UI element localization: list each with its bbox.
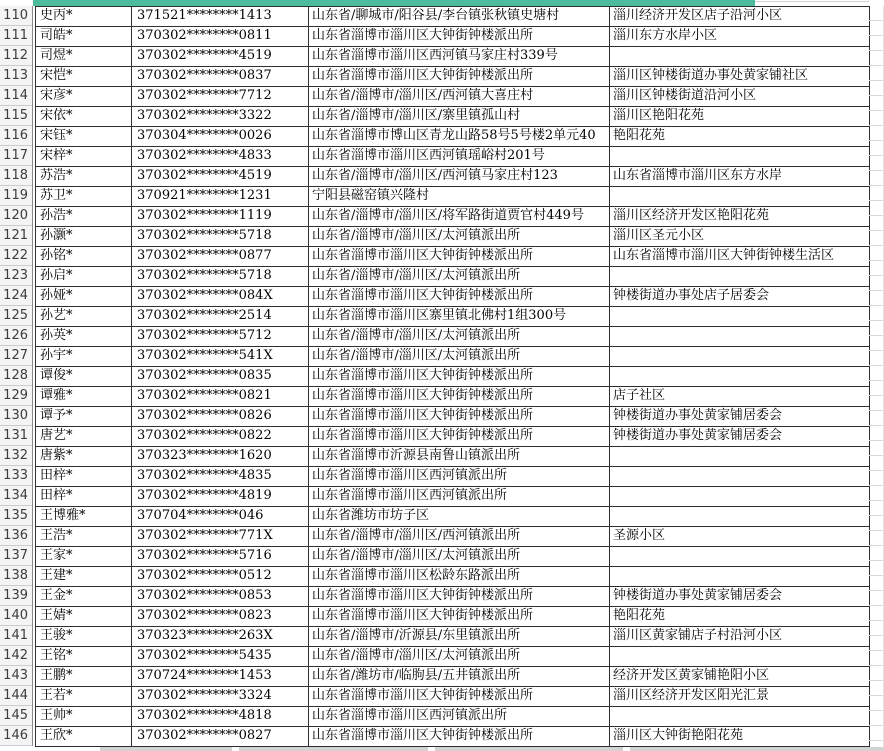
cell-community[interactable]: 淄川区艳阳花苑: [610, 107, 870, 126]
cell-id[interactable]: 370302********4519: [132, 167, 309, 186]
table-row: [36, 667, 870, 687]
cell-id[interactable]: 370302********5435: [132, 647, 309, 666]
cell-name[interactable]: 王铭*: [36, 647, 132, 666]
cell-address[interactable]: 山东省淄博市淄川区大钟街钟楼派出所: [309, 367, 610, 386]
row-number[interactable]: 142: [0, 646, 32, 666]
table-row: [36, 367, 870, 387]
cell-name[interactable]: 唐紫*: [36, 447, 132, 466]
row-number[interactable]: 127: [0, 346, 32, 366]
row-number[interactable]: 118: [0, 166, 32, 186]
cell-name[interactable]: 孙灏*: [36, 227, 132, 246]
table-row: [36, 707, 870, 727]
cell-community[interactable]: 经济开发区黄家铺艳阳小区: [610, 667, 870, 686]
cell-name[interactable]: 王金*: [36, 587, 132, 606]
cell-name[interactable]: 王浩*: [36, 527, 132, 546]
partial-cell: [239, 747, 428, 751]
row-number[interactable]: 143: [0, 666, 32, 686]
cell-community[interactable]: 淄川区黄家铺店子村沿河小区: [610, 627, 870, 646]
cell-address[interactable]: 山东省淄博市淄川区大钟街钟楼派出所: [309, 287, 610, 306]
table-row: [36, 507, 870, 527]
cell-address[interactable]: 山东省/淄博市/淄川区/太河镇派出所: [309, 347, 610, 366]
cell-address[interactable]: 山东省/淄博市/淄川区/将军路街道贾官村449号: [309, 207, 610, 226]
cell-name[interactable]: 宋彦*: [36, 87, 132, 106]
cell-community[interactable]: 店子社区: [610, 387, 870, 406]
table-row: [36, 427, 870, 447]
cell-id[interactable]: 370302********3324: [132, 687, 309, 706]
table-row: [36, 87, 870, 107]
row-number[interactable]: 110: [0, 6, 32, 26]
cell-name[interactable]: 孙宇*: [36, 347, 132, 366]
row-number[interactable]: 117: [0, 146, 32, 166]
cell-community[interactable]: [610, 647, 870, 666]
row-number[interactable]: 141: [0, 626, 32, 646]
cell-community[interactable]: 钟楼街道办事处黄家铺居委会: [610, 427, 870, 446]
row-number[interactable]: 137: [0, 546, 32, 566]
cell-community[interactable]: 山东省淄博市淄川区东方水岸: [610, 167, 870, 186]
partial-cell: [100, 747, 232, 751]
cell-name[interactable]: 王骏*: [36, 627, 132, 646]
table-row: [36, 567, 870, 587]
row-number[interactable]: 146: [0, 726, 32, 746]
cell-community[interactable]: 钟楼街道办事处店子居委会: [610, 287, 870, 306]
cell-community[interactable]: 淄川区圣元小区: [610, 227, 870, 246]
cell-address[interactable]: 山东省淄博市淄川区西河镇派出所: [309, 707, 610, 726]
cell-id[interactable]: 370302********1119: [132, 207, 309, 226]
table-row: [36, 187, 870, 207]
cell-community[interactable]: 淄川区大钟街艳阳花苑: [610, 727, 870, 746]
cell-community[interactable]: 淄川区钟楼街道办事处黄家铺社区: [610, 67, 870, 86]
table-row: [36, 127, 870, 147]
cell-community[interactable]: [610, 327, 870, 346]
cell-community[interactable]: [610, 147, 870, 166]
cell-name[interactable]: 孙艺*: [36, 307, 132, 326]
cell-address[interactable]: 山东省淄博市沂源县南鲁山镇派出所: [309, 447, 610, 466]
cell-name[interactable]: 司皓*: [36, 27, 132, 46]
table-row: [36, 47, 870, 67]
cell-address[interactable]: 山东省淄博市淄川区西河镇马家庄村339号: [309, 47, 610, 66]
cell-community[interactable]: [610, 187, 870, 206]
cell-name[interactable]: 田梓*: [36, 487, 132, 506]
table-row: [36, 147, 870, 167]
row-number-gutter: [0, 6, 33, 746]
table-row: [36, 67, 870, 87]
table-row: [36, 467, 870, 487]
cell-name[interactable]: 孙英*: [36, 327, 132, 346]
cell-address[interactable]: 山东省淄博市淄川区松龄东路派出所: [309, 567, 610, 586]
cell-community[interactable]: [610, 367, 870, 386]
cell-id[interactable]: 371521********1413: [132, 7, 309, 26]
cell-id[interactable]: 370302********4833: [132, 147, 309, 166]
cell-address[interactable]: 山东省淄博市淄川区大钟街钟楼派出所: [309, 427, 610, 446]
cell-name[interactable]: 谭俊*: [36, 367, 132, 386]
cell-community[interactable]: 淄川经济开发区店子沿河小区: [610, 7, 870, 26]
cell-id[interactable]: 370302********0877: [132, 247, 309, 266]
table-row: [36, 487, 870, 507]
cell-address[interactable]: 山东省淄博市博山区青龙山路58号5号楼2单元40: [309, 127, 610, 146]
row-number[interactable]: 121: [0, 226, 32, 246]
cell-community[interactable]: 艳阳花苑: [610, 607, 870, 626]
cell-address[interactable]: 山东省淄博市淄川区西河镇瑶峪村201号: [309, 147, 610, 166]
row-number[interactable]: 140: [0, 606, 32, 626]
sheet-gridline: [755, 1, 869, 2]
row-number[interactable]: 135: [0, 506, 32, 526]
table-row: [36, 447, 870, 467]
cell-community[interactable]: [610, 347, 870, 366]
table-row: [36, 407, 870, 427]
cell-name[interactable]: 王欣*: [36, 727, 132, 746]
cell-community[interactable]: 淄川区经济开发区阳光汇景: [610, 687, 870, 706]
row-number[interactable]: 124: [0, 286, 32, 306]
cell-community[interactable]: [610, 487, 870, 506]
row-number[interactable]: 131: [0, 426, 32, 446]
row-number[interactable]: 112: [0, 46, 32, 66]
cell-id[interactable]: 370302********4835: [132, 467, 309, 486]
cell-address[interactable]: 山东省淄博市淄川区大钟街钟楼派出所: [309, 687, 610, 706]
cell-name[interactable]: 宋恺*: [36, 67, 132, 86]
row-number[interactable]: 123: [0, 266, 32, 286]
cell-address[interactable]: 宁阳县磁窑镇兴隆村: [309, 187, 610, 206]
row-number[interactable]: 120: [0, 206, 32, 226]
cell-address[interactable]: 山东省/淄博市/淄川区/太河镇派出所: [309, 227, 610, 246]
cell-id[interactable]: 370302********0822: [132, 427, 309, 446]
cell-address[interactable]: 山东省淄博市淄川区大钟街钟楼派出所: [309, 407, 610, 426]
table-row: [36, 7, 870, 27]
cell-id[interactable]: 370302********771X: [132, 527, 309, 546]
table-row: [36, 327, 870, 347]
cell-community[interactable]: [610, 467, 870, 486]
row-number[interactable]: 116: [0, 126, 32, 146]
cell-id[interactable]: 370302********0853: [132, 587, 309, 606]
row-number[interactable]: 132: [0, 446, 32, 466]
cell-name[interactable]: 苏卫*: [36, 187, 132, 206]
cell-id[interactable]: 370302********0821: [132, 387, 309, 406]
cell-name[interactable]: 司煜*: [36, 47, 132, 66]
table-row: [36, 587, 870, 607]
table-row: [36, 247, 870, 267]
partial-cell: [435, 747, 623, 751]
cell-id[interactable]: 370302********0811: [132, 27, 309, 46]
cell-name[interactable]: 王婧*: [36, 607, 132, 626]
data-table: [35, 6, 870, 747]
table-row: [36, 227, 870, 247]
cell-id[interactable]: 370302********084X: [132, 287, 309, 306]
cell-community[interactable]: [610, 507, 870, 526]
cell-address[interactable]: 山东省/淄博市/淄川区/太河镇派出所: [309, 267, 610, 286]
cell-id[interactable]: 370704********046: [132, 507, 309, 526]
cell-community[interactable]: 淄川区钟楼街道沿河小区: [610, 87, 870, 106]
cell-address[interactable]: 山东省淄博市淄川区大钟街钟楼派出所: [309, 27, 610, 46]
cell-address[interactable]: 山东省淄博市淄川区大钟街钟楼派出所: [309, 387, 610, 406]
table-row: [36, 727, 870, 747]
cell-id[interactable]: 370323********263X: [132, 627, 309, 646]
cell-id[interactable]: 370302********4519: [132, 47, 309, 66]
cell-community[interactable]: 山东省淄博市淄川区大钟街钟楼生活区: [610, 247, 870, 266]
cell-address[interactable]: 山东省/淄博市/淄川区/太河镇派出所: [309, 327, 610, 346]
table-row: [36, 647, 870, 667]
cell-address[interactable]: 山东省/淄博市/沂源县/东里镇派出所: [309, 627, 610, 646]
cell-address[interactable]: 山东省淄博市淄川区大钟街钟楼派出所: [309, 67, 610, 86]
table-row: [36, 167, 870, 187]
row-number[interactable]: 115: [0, 106, 32, 126]
row-number[interactable]: 130: [0, 406, 32, 426]
cell-address[interactable]: 山东省淄博市淄川区大钟街钟楼派出所: [309, 247, 610, 266]
cell-id[interactable]: 370302********0826: [132, 407, 309, 426]
table-row: [36, 547, 870, 567]
cell-address[interactable]: 山东省/聊城市/阳谷县/李台镇张秋镇史塘村: [309, 7, 610, 26]
cell-address[interactable]: 山东省/淄博市/淄川区/西河镇大喜庄村: [309, 87, 610, 106]
partial-next-row: [0, 747, 884, 751]
cell-id[interactable]: 370302********0835: [132, 367, 309, 386]
cell-id[interactable]: 370302********5718: [132, 267, 309, 286]
cell-community[interactable]: 钟楼街道办事处黄家铺居委会: [610, 587, 870, 606]
cell-id[interactable]: 370302********541X: [132, 347, 309, 366]
cell-id[interactable]: 370302********0827: [132, 727, 309, 746]
table-row: [36, 687, 870, 707]
table-row: [36, 27, 870, 47]
row-number[interactable]: 111: [0, 26, 32, 46]
row-number[interactable]: 129: [0, 386, 32, 406]
row-number[interactable]: 113: [0, 66, 32, 86]
cell-name[interactable]: 孙铭*: [36, 247, 132, 266]
cell-community[interactable]: [610, 267, 870, 286]
cell-address[interactable]: 山东省/淄博市/淄川区/太河镇派出所: [309, 647, 610, 666]
cell-id[interactable]: 370302********0837: [132, 67, 309, 86]
table-row: [36, 527, 870, 547]
cell-name[interactable]: 王家*: [36, 547, 132, 566]
cell-community[interactable]: 淄川区经济开发区艳阳花苑: [610, 207, 870, 226]
cell-community[interactable]: 艳阳花苑: [610, 127, 870, 146]
cell-community[interactable]: 圣源小区: [610, 527, 870, 546]
cell-community[interactable]: [610, 447, 870, 466]
cell-name[interactable]: 田梓*: [36, 467, 132, 486]
cell-id[interactable]: 370302********5718: [132, 227, 309, 246]
table-row: [36, 627, 870, 647]
cell-id[interactable]: 370724********1453: [132, 667, 309, 686]
cell-id[interactable]: 370323********1620: [132, 447, 309, 466]
cell-name[interactable]: 王博雅*: [36, 507, 132, 526]
cell-address[interactable]: 山东省/淄博市/淄川区/西河镇马家庄村123: [309, 167, 610, 186]
cell-id[interactable]: 370302********2514: [132, 307, 309, 326]
cell-name[interactable]: 孙浩*: [36, 207, 132, 226]
cell-address[interactable]: 山东省/淄博市/淄川区/太河镇派出所: [309, 547, 610, 566]
cell-community[interactable]: [610, 307, 870, 326]
row-number[interactable]: 144: [0, 686, 32, 706]
cell-community[interactable]: [610, 547, 870, 566]
cell-name[interactable]: 王鹏*: [36, 667, 132, 686]
cell-id[interactable]: 370302********7712: [132, 87, 309, 106]
cell-id[interactable]: 370302********0512: [132, 567, 309, 586]
cell-address[interactable]: 山东省淄博市淄川区西河镇派出所: [309, 467, 610, 486]
cell-id[interactable]: 370302********3322: [132, 107, 309, 126]
row-number[interactable]: 138: [0, 566, 32, 586]
cell-address[interactable]: 山东省潍坊市坊子区: [309, 507, 610, 526]
cell-name[interactable]: 王建*: [36, 567, 132, 586]
cell-name[interactable]: 宋梓*: [36, 147, 132, 166]
cell-address[interactable]: 山东省淄博市淄川区寨里镇北佛村1组300号: [309, 307, 610, 326]
cell-name[interactable]: 宋依*: [36, 107, 132, 126]
row-number[interactable]: 128: [0, 366, 32, 386]
row-number[interactable]: 139: [0, 586, 32, 606]
cell-name[interactable]: 史丙*: [36, 7, 132, 26]
cell-address[interactable]: 山东省淄博市淄川区大钟街钟楼派出所: [309, 587, 610, 606]
cell-address[interactable]: 山东省淄博市淄川区大钟街钟楼派出所: [309, 607, 610, 626]
cell-community[interactable]: 钟楼街道办事处黄家铺居委会: [610, 407, 870, 426]
cell-community[interactable]: [610, 567, 870, 586]
row-number[interactable]: 114: [0, 86, 32, 106]
cell-id[interactable]: 370304********0026: [132, 127, 309, 146]
row-number[interactable]: 126: [0, 326, 32, 346]
table-row: [36, 347, 870, 367]
cell-name[interactable]: 王若*: [36, 687, 132, 706]
row-number[interactable]: 125: [0, 306, 32, 326]
row-number[interactable]: 134: [0, 486, 32, 506]
cell-name[interactable]: 谭雅*: [36, 387, 132, 406]
cell-name[interactable]: 王帅*: [36, 707, 132, 726]
cell-community[interactable]: 淄川东方水岸小区: [610, 27, 870, 46]
table-row: [36, 207, 870, 227]
cell-id[interactable]: 370302********4818: [132, 707, 309, 726]
cell-address[interactable]: 山东省淄博市淄川区西河镇派出所: [309, 487, 610, 506]
cell-name[interactable]: 孙娅*: [36, 287, 132, 306]
cell-id[interactable]: 370302********5712: [132, 327, 309, 346]
row-number[interactable]: 122: [0, 246, 32, 266]
cell-name[interactable]: 唐艺*: [36, 427, 132, 446]
table-row: [36, 607, 870, 627]
row-number[interactable]: 145: [0, 706, 32, 726]
cell-name[interactable]: 苏浩*: [36, 167, 132, 186]
row-number[interactable]: 133: [0, 466, 32, 486]
row-number[interactable]: 119: [0, 186, 32, 206]
table-row: [36, 267, 870, 287]
row-number[interactable]: 136: [0, 526, 32, 546]
cell-name[interactable]: 孙启*: [36, 267, 132, 286]
empty-sheet-cells[interactable]: [869, 6, 884, 751]
cell-id[interactable]: 370921********1231: [132, 187, 309, 206]
cell-address[interactable]: 山东省/潍坊市/临朐县/五井镇派出所: [309, 667, 610, 686]
table-row: [36, 307, 870, 327]
table-row: [36, 387, 870, 407]
table-row: [36, 287, 870, 307]
cell-id[interactable]: 370302********4819: [132, 487, 309, 506]
cell-name[interactable]: 谭予*: [36, 407, 132, 426]
cell-address[interactable]: 山东省/淄博市/淄川区/寨里镇孤山村: [309, 107, 610, 126]
partial-cell: [630, 747, 884, 751]
table-row: [36, 107, 870, 127]
cell-address[interactable]: 山东省淄博市淄川区大钟街钟楼派出所: [309, 727, 610, 746]
cell-community[interactable]: [610, 47, 870, 66]
cell-community[interactable]: [610, 707, 870, 726]
cell-address[interactable]: 山东省/淄博市/淄川区/西河镇派出所: [309, 527, 610, 546]
cell-id[interactable]: 370302********0823: [132, 607, 309, 626]
cell-id[interactable]: 370302********5716: [132, 547, 309, 566]
cell-name[interactable]: 宋钰*: [36, 127, 132, 146]
